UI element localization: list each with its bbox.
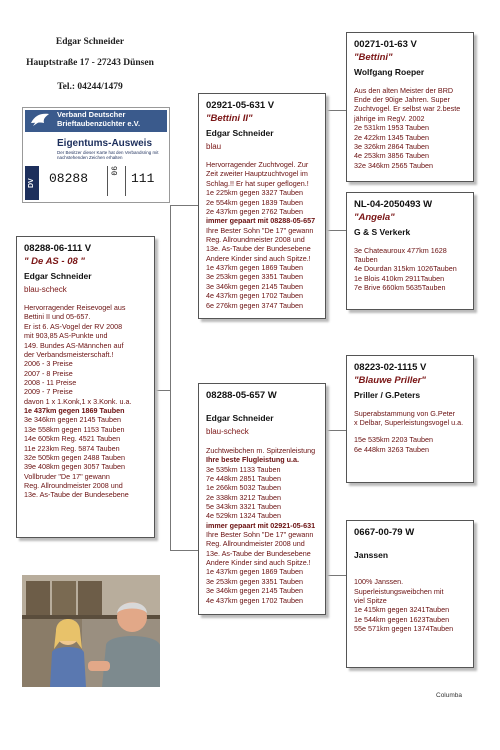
connector-line (326, 110, 327, 230)
ring-number: 0667-00-79 W (354, 527, 415, 538)
breeder-photo (22, 575, 160, 687)
pigeon-name: "Angela" (354, 212, 395, 224)
info-line: 1e 544km gegen 1623Tauben (354, 614, 450, 624)
info-line: 2e 554km gegen 1839 Tauben (206, 197, 303, 207)
info-line: Vollbruder "De 17" gewann (24, 471, 110, 481)
connector-line (326, 430, 346, 431)
info-line: Hervorragender Reisevogel aus (24, 303, 126, 313)
pigeon-color: blau-scheck (206, 427, 249, 437)
info-line: 1e 437km gegen 1869 Tauben (24, 406, 125, 416)
breeder-address: Hauptstraße 17 - 27243 Dünsen (26, 58, 154, 68)
badge-year: 06 (111, 166, 120, 176)
connector-line (155, 390, 170, 391)
info-line: 1e 266km 5032 Tauben (206, 483, 281, 493)
info-line: Reg. Allroundmeister 2008 und (24, 480, 123, 490)
info-line: 11e 223km Reg. 5874 Tauben (24, 443, 120, 453)
info-line: Tauben (354, 255, 378, 265)
connector-line (326, 430, 327, 575)
pigeon-name: "Bettini II" (206, 113, 253, 125)
info-line: 13e. As-Taube der Bundesebene (206, 244, 311, 254)
info-line: 3e 346km gegen 2145 Tauben (206, 586, 303, 596)
info-line: 4e 437km gegen 1702 Tauben (206, 291, 303, 301)
info-line: 2e 338km 3212 Tauben (206, 492, 281, 502)
info-line: 3e 253km gegen 3351 Tauben (206, 576, 303, 586)
ring-number: 02921-05-631 V (206, 100, 275, 111)
info-line: 6e 276km gegen 3747 Tauben (206, 300, 303, 310)
connector-line (326, 575, 346, 576)
badge-org (57, 111, 140, 128)
info-line: Superabstammung von G.Peter (354, 408, 456, 418)
pigeon-card-sire-dam (346, 192, 474, 310)
badge-title: Eigentums-Ausweis (57, 138, 153, 149)
breeder-phone: Tel.: 04244/1479 (57, 82, 123, 92)
info-line: 1e Blois 410km 2911Tauben (354, 273, 445, 283)
info-line: 2008 - 11 Preise (24, 378, 77, 387)
info-line: 32e 346km 2565 Tauben (354, 160, 433, 170)
info-line: Reg. Allroundmeister 2008 und (206, 539, 305, 549)
info-line: Ihre Bester Sohn "De 17" gewann (206, 530, 314, 540)
pigeon-name: " De AS - 08 " (24, 256, 85, 268)
footer-credit: Columba (436, 692, 463, 699)
pigeon-card-main (16, 236, 155, 538)
info-line: 3e 326km 2864 Tauben (354, 141, 429, 151)
connector-line (170, 205, 198, 206)
info-line: 15e 535km 2203 Tauben (354, 435, 433, 445)
info-line: 3e 253km gegen 3351 Tauben (206, 272, 303, 282)
info-line: Superleistungsweibchen mit (354, 586, 444, 596)
info-line: 3e 535km 1133 Tauben (206, 464, 281, 474)
badge-number: 08288 (49, 171, 89, 186)
info-line: Andere Kinder sind auch Spitze.! (206, 558, 311, 568)
info-line: Zuchtvogel. Er selbst war 2.beste (354, 104, 461, 114)
info-line: 4e 253km 3856 Tauben (354, 151, 429, 161)
info-line: 13e 558km gegen 1153 Tauben (24, 424, 125, 434)
badge-count: 111 (131, 171, 155, 186)
info-line: 55e 571km gegen 1374Tauben (354, 624, 454, 634)
info-line: 100% Janssen. (354, 577, 404, 587)
info-line: Ihre Bester Sohn "De 17" gewann (206, 225, 314, 235)
info-line: 14e 605km Reg. 4521 Tauben (24, 434, 121, 444)
ring-number: 08288-05-657 W (206, 390, 277, 401)
info-line: Hervorragender Zuchtvogel. Zur (206, 160, 309, 170)
info-line: 3e Chateauroux 477km 1628 (354, 245, 447, 255)
ring-number: 00271-01-63 V (354, 39, 417, 50)
info-line: 13e. As-Taube der Bundesebene (24, 490, 129, 500)
info-line: Zuchtweibchen m. Spitzenleistung (206, 445, 316, 455)
info-line: viel Spitze (354, 596, 387, 606)
ownership-card (22, 107, 170, 203)
badge-separator (125, 166, 126, 196)
info-line: Andere Kinder sind auch Spitze.! (206, 253, 311, 263)
pigeon-name: "Bettini" (354, 52, 393, 64)
pigeon-card-dam-dam (346, 520, 474, 668)
owner-name: Janssen (354, 550, 389, 561)
badge-dv: DV (25, 166, 39, 200)
info-line: 4e 437km gegen 1702 Tauben (206, 595, 303, 605)
badge-org-line1: Verband Deutscher (57, 110, 126, 119)
info-line: 2e 437km gegen 2762 Tauben (206, 206, 303, 216)
info-line: 4e Dourdan 315km 1026Tauben (354, 264, 457, 274)
info-line: 6e 448km 3263 Tauben (354, 444, 429, 454)
info-line: immer gepaart mit 08288-05-657 (206, 216, 316, 226)
info-line: 3e 346km gegen 2145 Tauben (24, 415, 121, 425)
info-line: immer gepaart mit 02921-05-631 (206, 520, 316, 530)
info-line: 4e 529km 1324 Tauben (206, 511, 281, 521)
pigeon-card-sire (198, 93, 326, 319)
info-line: 39e 408km gegen 3057 Tauben (24, 462, 125, 472)
breeder-name: Edgar Schneider (55, 37, 125, 47)
pigeon-name: "Blauwe Priller" (354, 375, 426, 387)
info-line: 7e Brive 660km 5635Tauben (354, 283, 446, 293)
info-line: Schlag.!! Er hat super geflogen.! (206, 178, 309, 188)
ring-number: 08288-06-111 V (24, 243, 92, 254)
info-line: Bettini II und 05-657. (24, 312, 91, 322)
connector-line (326, 230, 346, 231)
owner-name: G & S Verkerk (354, 226, 411, 237)
info-line: 2006 - 3 Preise (24, 359, 73, 369)
ring-number: 08223-02-1115 V (354, 362, 427, 373)
info-line: Reg. Allroundmeister 2008 und (206, 235, 305, 244)
badge-subtitle: Der Besitzer dieser Karte hat den Verbandsring mit nachstehenden Zeichen erhalten (57, 150, 159, 161)
pigeon-color: blau (206, 141, 222, 151)
pigeon-color: blau-scheck (24, 284, 67, 294)
owner-name: Priller / G.Peters (354, 389, 421, 400)
info-line: 13e. As-Taube der Bundesebene (206, 548, 311, 558)
ring-number: NL-04-2050493 W (354, 199, 433, 210)
info-line: 2e 531km 1953 Tauben (354, 123, 429, 133)
dove-icon (29, 111, 51, 128)
info-line: 3e 346km gegen 2145 Tauben (206, 281, 303, 291)
info-line: 2007 - 8 Preise (24, 368, 73, 378)
connector-line (170, 550, 198, 551)
info-line: jährige im RegV. 2002 (354, 113, 425, 123)
info-line: 149. Bundes AS-Männchen auf (24, 340, 124, 350)
info-line: 5e 343km 3321 Tauben (206, 501, 281, 511)
info-line: Aus den alten Meister der BRD (354, 85, 454, 95)
info-line: 1e 225km gegen 3327 Tauben (206, 188, 303, 198)
info-line: 1e 437km gegen 1869 Tauben (206, 567, 303, 577)
connector-line (170, 205, 171, 550)
owner-name: Edgar Schneider (206, 127, 274, 138)
info-line: x Delbar, Superleistungsvogel u.a. (354, 418, 464, 428)
owner-name: Wolfgang Roeper (354, 66, 425, 77)
info-line: mit 903,85 AS-Punkte und (24, 331, 108, 341)
badge-separator (107, 166, 108, 196)
info-line: 2e 422km 1345 Tauben (354, 132, 429, 142)
info-line: 7e 448km 2851 Tauben (206, 473, 281, 483)
info-line: Ihre beste Flugleistung u.a. (206, 455, 300, 465)
pigeon-card-sire-sire (346, 32, 474, 182)
connector-line (326, 110, 346, 111)
badge-org-line2: Brieftaubenzüchter e.V. (57, 118, 141, 128)
owner-name: Edgar Schneider (24, 270, 92, 281)
info-line: Zeit zweiter Hauptzuchtvogel im (206, 169, 308, 179)
info-line: davon 1 x 1.Konk,1 x 3.Konk. u.a. (24, 396, 132, 406)
info-line: 1e 437km gegen 1869 Tauben (206, 263, 303, 273)
info-line: der Verbandsmeisterschaft.! (24, 349, 114, 359)
pigeon-card-dam-sire (346, 355, 474, 483)
info-line: Er ist 6. AS-Vogel der RV 2008 (24, 321, 123, 331)
info-line: Ende der 90ige Jahren. Super (354, 95, 450, 105)
info-line: 1e 415km gegen 3241Tauben (354, 605, 450, 615)
info-line: 2009 - 7 Preise (24, 387, 73, 397)
owner-name: Edgar Schneider (206, 413, 274, 424)
info-line: 32e 505km gegen 2488 Tauben (24, 452, 125, 462)
pigeon-card-dam (198, 383, 326, 615)
